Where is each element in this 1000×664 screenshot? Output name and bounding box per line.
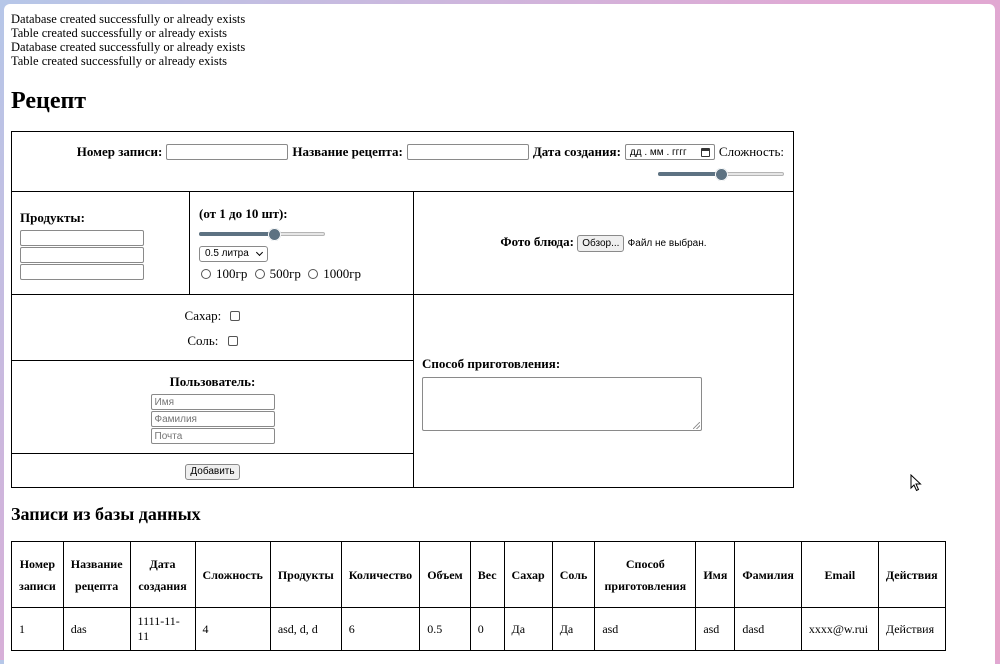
browser-window	[4, 4, 995, 664]
column-header: Фамилия	[735, 542, 802, 608]
column-header: Дата создания	[130, 542, 195, 608]
record-number-input[interactable]	[166, 144, 288, 160]
records-title: Записи из базы данных	[11, 504, 201, 524]
table-cell: 4	[195, 608, 270, 651]
date-placeholder: дд . мм . гггг	[629, 146, 687, 158]
table-cell: 0	[470, 608, 504, 651]
column-header: Вес	[470, 542, 504, 608]
weight-option-label: 500гр	[269, 266, 301, 281]
submit-cell	[12, 454, 414, 487]
product-input[interactable]	[20, 247, 144, 263]
column-header: Сложность	[195, 542, 270, 608]
method-cell	[414, 295, 793, 487]
column-header: Действия	[878, 542, 945, 608]
difficulty-label: Сложность:	[718, 144, 784, 159]
records-table	[11, 541, 946, 651]
difficulty-slider[interactable]	[658, 168, 784, 180]
product-input[interactable]	[20, 264, 144, 280]
page-title: Рецепт	[11, 88, 87, 114]
sugar-checkbox[interactable]	[230, 311, 240, 321]
column-header: Сахар	[504, 542, 552, 608]
column-header: Email	[801, 542, 878, 608]
recipe-name-label: Название рецепта:	[292, 144, 403, 159]
form-header-row	[12, 132, 793, 192]
file-status: Файл не выбран.	[627, 238, 707, 249]
quantity-cell	[190, 192, 414, 295]
date-input[interactable]	[625, 144, 715, 160]
browse-button[interactable]: Обзор...	[577, 235, 624, 252]
slider-thumb[interactable]	[268, 228, 281, 241]
quantity-slider[interactable]	[199, 228, 325, 240]
radio-icon[interactable]	[255, 269, 265, 279]
table-cell: 6	[341, 608, 419, 651]
column-header: Соль	[552, 542, 595, 608]
column-header: Имя	[696, 542, 735, 608]
products-label: Продукты:	[20, 210, 85, 225]
weight-option-1000[interactable]	[308, 266, 361, 281]
slider-fill	[658, 172, 721, 176]
method-textarea[interactable]	[422, 377, 702, 431]
radio-icon[interactable]	[308, 269, 318, 279]
table-header-row	[12, 542, 946, 608]
sugar-label: Сахар:	[184, 308, 222, 323]
weight-option-100[interactable]	[201, 266, 247, 281]
actions-cell[interactable]: Действия	[878, 608, 945, 651]
status-message: Database created successfully or already exists	[11, 12, 246, 26]
add-button[interactable]: Добавить	[185, 464, 239, 480]
email-input[interactable]	[151, 428, 275, 444]
table-cell: xxxx@w.rui	[801, 608, 878, 651]
quantity-label: (от 1 до 10 шт):	[199, 206, 288, 221]
salt-label: Соль:	[187, 333, 219, 348]
radio-icon[interactable]	[201, 269, 211, 279]
status-messages	[11, 12, 245, 68]
status-message: Database created successfully or already exists	[11, 40, 246, 54]
first-name-input[interactable]	[151, 394, 275, 410]
sugar-salt-cell	[12, 295, 414, 361]
table-cell: das	[63, 608, 130, 651]
method-label: Способ приготовления:	[422, 356, 561, 371]
column-header: Номер записи	[12, 542, 64, 608]
mouse-cursor-icon	[910, 474, 922, 492]
user-label: Пользователь:	[169, 374, 256, 389]
column-header: Название рецепта	[63, 542, 130, 608]
recipe-name-input[interactable]	[407, 144, 529, 160]
product-input[interactable]	[20, 230, 144, 246]
weight-option-label: 1000гр	[323, 266, 362, 281]
status-message: Table created successfully or already exists	[11, 26, 228, 40]
table-cell: dasd	[735, 608, 802, 651]
salt-checkbox[interactable]	[228, 336, 238, 346]
calendar-icon[interactable]	[701, 148, 710, 157]
chevron-down-icon	[256, 248, 263, 255]
column-header: Количество	[341, 542, 419, 608]
table-cell: 1111-11-11	[130, 608, 195, 651]
table-cell: asd, d, d	[270, 608, 341, 651]
table-cell: Да	[552, 608, 595, 651]
last-name-input[interactable]	[151, 411, 275, 427]
products-cell	[12, 192, 190, 295]
photo-cell	[414, 192, 793, 295]
slider-thumb[interactable]	[715, 168, 728, 181]
table-cell: Да	[504, 608, 552, 651]
user-cell	[12, 361, 414, 454]
table-cell: 1	[12, 608, 64, 651]
column-header: Продукты	[270, 542, 341, 608]
recipe-form	[11, 131, 794, 488]
table-row	[12, 608, 946, 651]
table-cell: asd	[696, 608, 735, 651]
column-header: Объем	[420, 542, 471, 608]
photo-label: Фото блюда:	[500, 234, 574, 249]
slider-fill	[199, 232, 274, 236]
date-label: Дата создания:	[532, 144, 621, 159]
volume-selected: 0.5 литра	[205, 248, 249, 259]
weight-option-500[interactable]	[255, 266, 301, 281]
table-cell: asd	[595, 608, 696, 651]
status-message: Table created successfully or already exists	[11, 54, 228, 68]
resize-grip-icon[interactable]	[693, 422, 700, 429]
column-header: Способ приготовления	[595, 542, 696, 608]
record-number-label: Номер записи:	[76, 144, 163, 159]
weight-option-label: 100гр	[216, 266, 248, 281]
table-cell: 0.5	[420, 608, 471, 651]
volume-select[interactable]	[199, 246, 268, 262]
